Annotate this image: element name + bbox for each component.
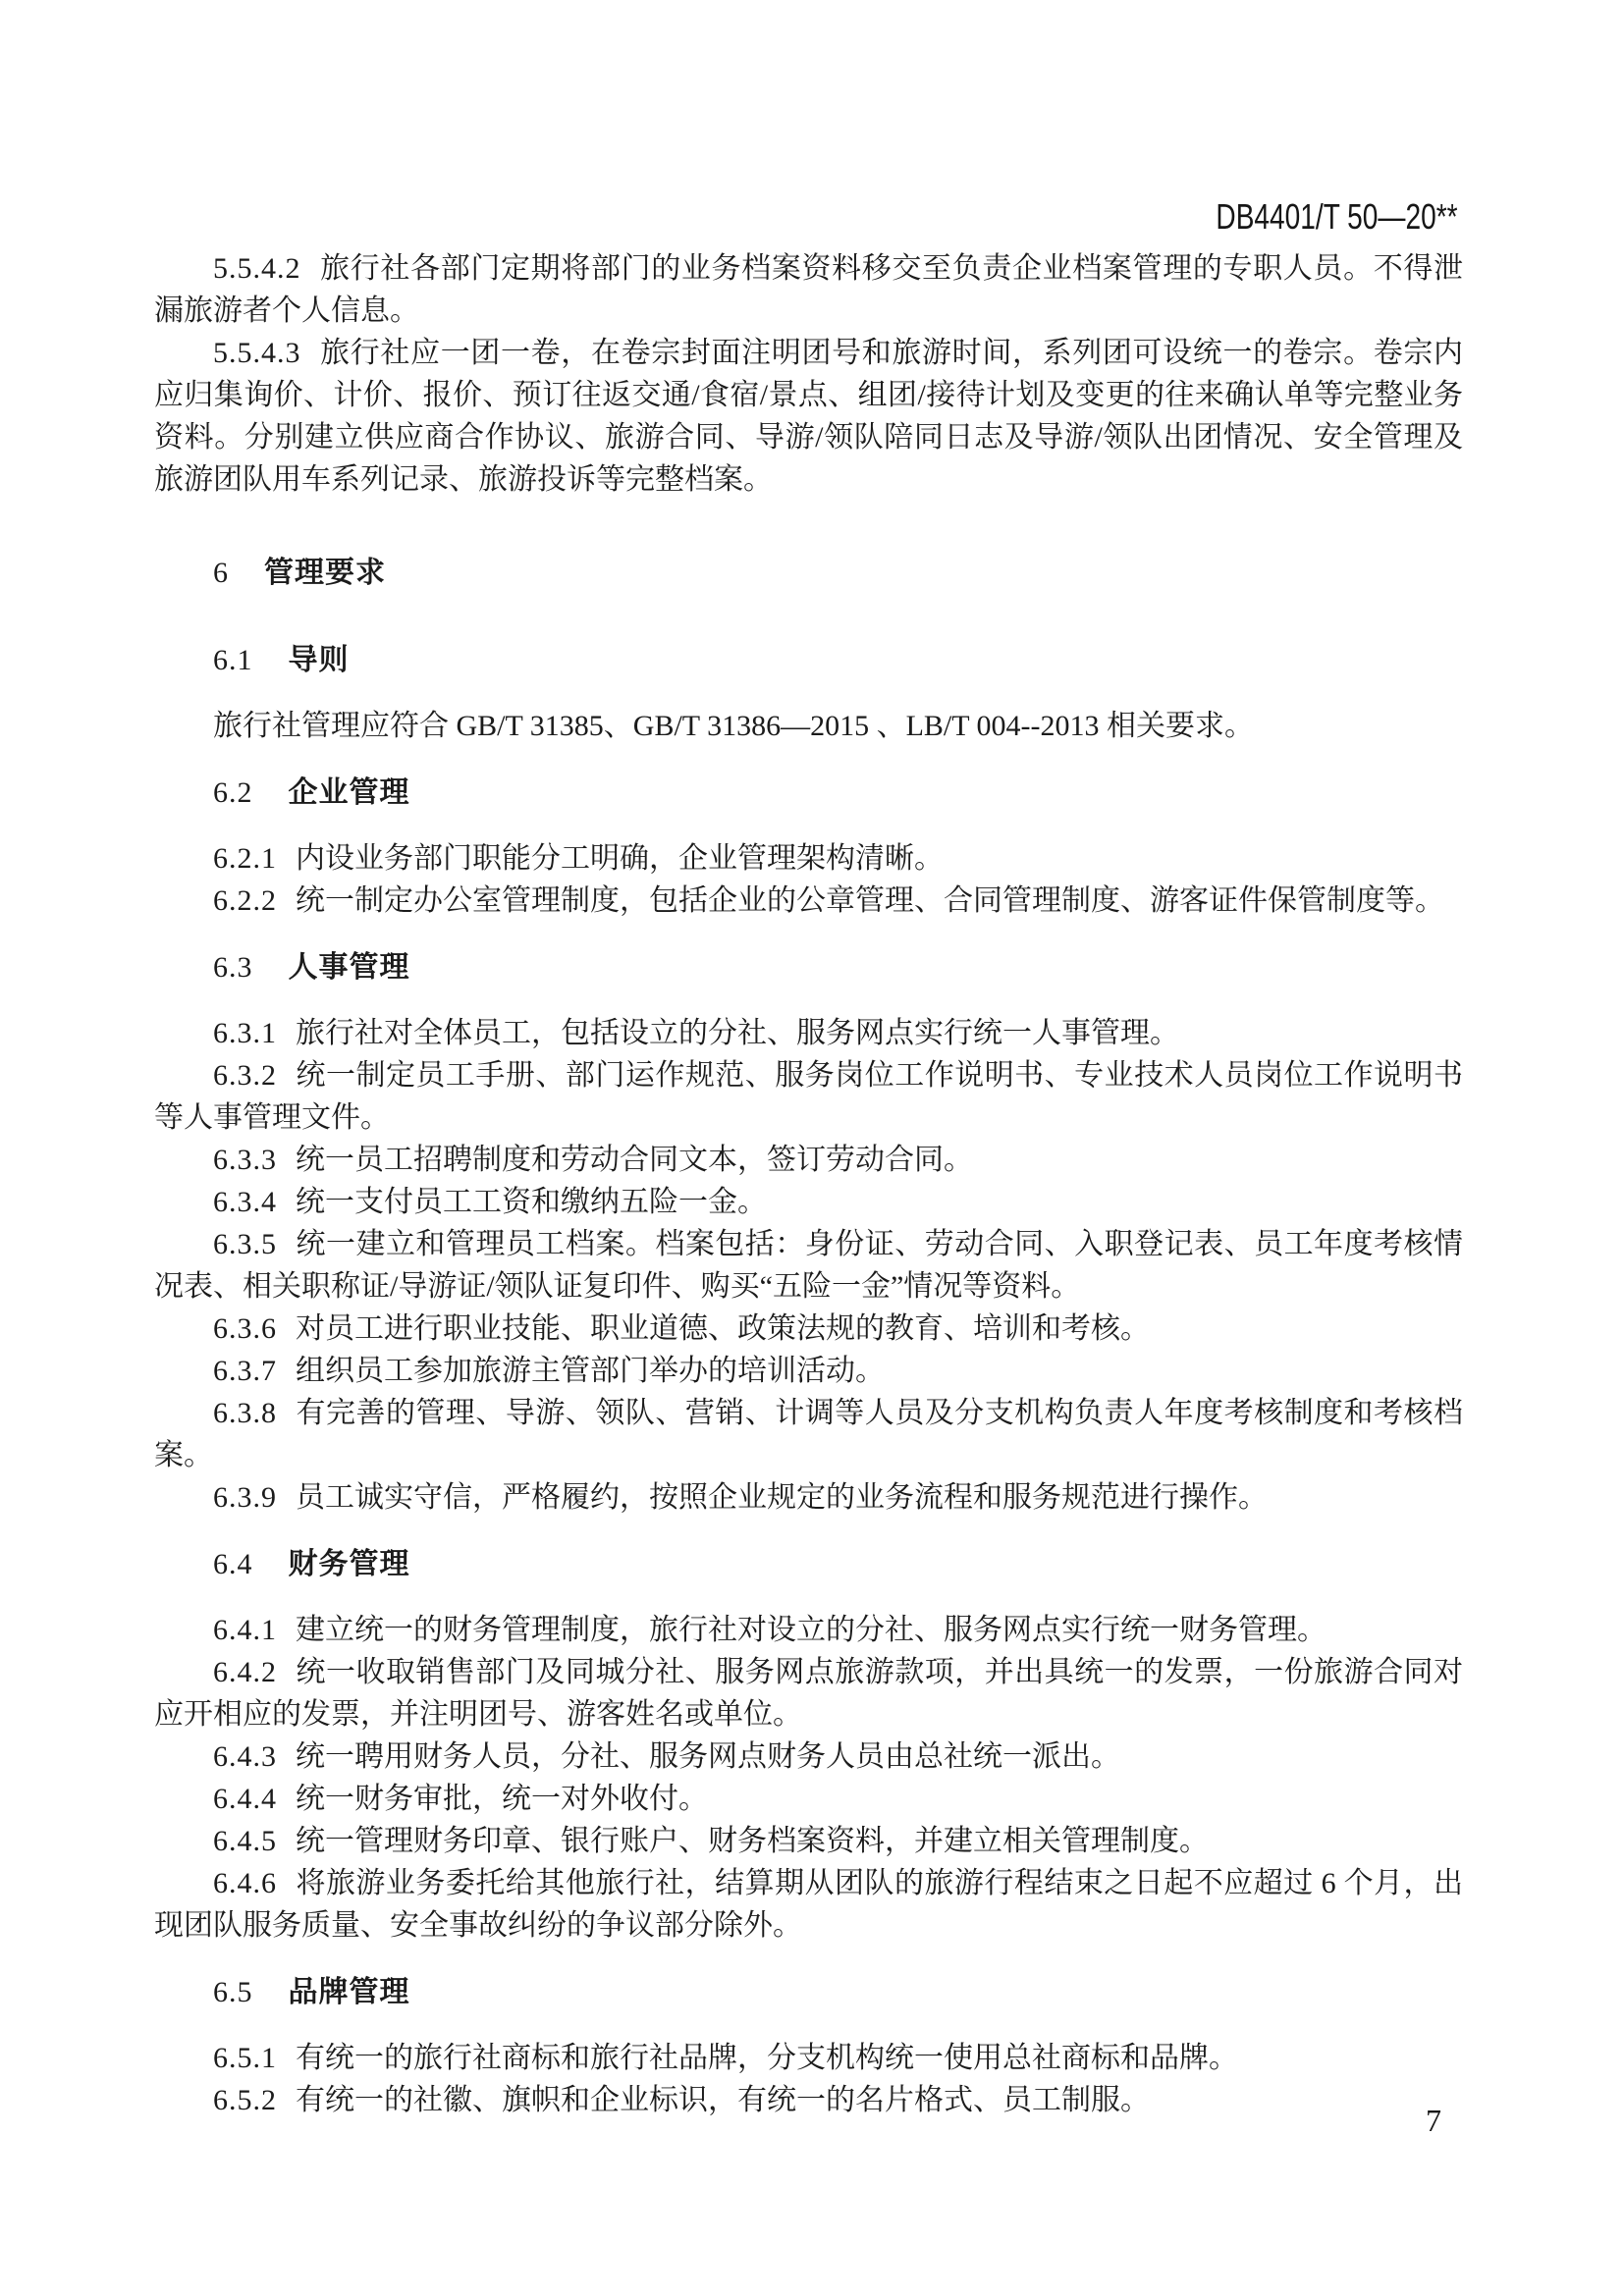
clause-text: 对员工进行职业技能、职业道德、政策法规的教育、培训和考核。 [296,1312,1150,1345]
heading-number: 6.4 [213,1548,253,1580]
clause-text: 旅行社管理应符合 GB/T 31385、GB/T 31386—2015 、LB/T 004--2013 相关要求。 [213,710,1255,742]
clause-number: 6.3.2 [213,1059,277,1092]
subsection-heading [154,946,1463,988]
heading-title: 财务管理 [288,1547,410,1581]
clause-paragraph [154,1820,1463,1862]
clause-paragraph [154,1862,1463,1947]
section-heading [154,552,1463,594]
clause-number: 6.4.3 [213,1740,277,1773]
clause-text: 统一管理财务印章、银行账户、财务档案资料，并建立相关管理制度。 [296,1825,1209,1857]
clause-paragraph [154,2037,1463,2079]
clause-number: 6.4.4 [213,1783,277,1815]
clause-number: 6.3.3 [213,1144,277,1176]
heading-number: 6.5 [213,1976,253,2008]
body-paragraph [154,705,1463,747]
heading-number: 6.3 [213,951,253,984]
clause-text: 有统一的旅行社商标和旅行社品牌，分支机构统一使用总社商标和品牌。 [296,2042,1238,2074]
clause-paragraph [154,1476,1463,1519]
subsection-heading [154,1543,1463,1585]
clause-number: 6.5.2 [213,2084,277,2116]
clause-number: 6.3.1 [213,1017,277,1049]
clause-paragraph [154,1308,1463,1350]
clause-paragraph [154,1651,1463,1735]
standard-number-header: DB4401/T 50—20** [1216,196,1458,237]
clause-text: 统一支付员工工资和缴纳五险一金。 [296,1186,767,1218]
clause-number: 6.2.1 [213,842,277,875]
heading-title: 人事管理 [288,950,410,985]
heading-title: 管理要求 [264,556,386,590]
clause-text: 统一员工招聘制度和劳动合同文本，签订劳动合同。 [296,1144,973,1176]
clause-number: 6.4.1 [213,1614,277,1646]
clause-text: 组织员工参加旅游主管部门举办的培训活动。 [296,1355,885,1387]
clause-number: 6.3.4 [213,1186,277,1218]
clause-number: 5.5.4.2 [213,252,301,285]
clause-paragraph [154,1609,1463,1651]
clause-text: 统一收取销售部门及同城分社、服务网点旅游款项，并出具统一的发票，一份旅游合同对应开相应的发票，并注明团号、游客姓名或单位。 [154,1656,1463,1731]
subsection-heading [154,1971,1463,2013]
clause-number: 6.3.9 [213,1481,277,1514]
heading-number: 6 [213,557,229,589]
clause-number: 6.4.5 [213,1825,277,1857]
clause-text: 将旅游业务委托给其他旅行社，结算期从团队的旅游行程结束之日起不应超过 6 个月，出现团队服务质量、安全事故纠纷的争议部分除外。 [154,1867,1463,1942]
clause-text: 统一财务审批，统一对外收付。 [296,1783,708,1815]
clause-text: 内设业务部门职能分工明确，企业管理架构清晰。 [296,842,944,875]
clause-paragraph [154,247,1463,332]
clause-number: 6.5.1 [213,2042,277,2074]
clause-paragraph [154,1392,1463,1476]
clause-paragraph [154,1778,1463,1820]
clause-text: 统一建立和管理员工档案。档案包括：身份证、劳动合同、入职登记表、员工年度考核情况表、相关职称证/导游证/领队证复印件、购买“五险一金”情况等资料。 [154,1228,1463,1303]
clause-text: 旅行社对全体员工，包括设立的分社、服务网点实行统一人事管理。 [296,1017,1179,1049]
clause-number: 6.2.2 [213,884,277,917]
clause-paragraph [154,1735,1463,1778]
clause-paragraph [154,1223,1463,1308]
clause-text: 旅行社各部门定期将部门的业务档案资料移交至负责企业档案管理的专职人员。不得泄漏旅游者个人信息。 [154,252,1463,327]
clause-number: 6.3.6 [213,1312,277,1345]
clause-text: 统一制定办公室管理制度，包括企业的公章管理、合同管理制度、游客证件保管制度等。 [296,884,1444,917]
clause-paragraph [154,1139,1463,1181]
clause-text: 统一制定员工手册、部门运作规范、服务岗位工作说明书、专业技术人员岗位工作说明书等人事管理文件。 [154,1059,1463,1134]
clause-text: 员工诚实守信，严格履约，按照企业规定的业务流程和服务规范进行操作。 [296,1481,1268,1514]
clause-number: 6.4.2 [213,1656,277,1688]
clause-text: 有完善的管理、导游、领队、营销、计调等人员及分支机构负责人年度考核制度和考核档案。 [154,1397,1463,1471]
clause-text: 建立统一的财务管理制度，旅行社对设立的分社、服务网点实行统一财务管理。 [296,1614,1326,1646]
clause-paragraph [154,1012,1463,1054]
clause-text: 有统一的社徽、旗帜和企业标识，有统一的名片格式、员工制服。 [296,2084,1150,2116]
clause-number: 6.3.5 [213,1228,277,1260]
clause-text: 统一聘用财务人员，分社、服务网点财务人员由总社统一派出。 [296,1740,1120,1773]
page-number: 7 [1426,2103,1441,2138]
clause-paragraph [154,2079,1463,2121]
document-body [154,247,1463,2121]
clause-paragraph [154,1350,1463,1392]
clause-text: 旅行社应一团一卷，在卷宗封面注明团号和旅游时间，系列团可设统一的卷宗。卷宗内应归集询价、计价、报价、预订往返交通/食宿/景点、组团/接待计划及变更的往来确认单等完整业务资料。分别建立供应商合作协议、旅游合同、导游/领队陪同日志及导游/领队出团情况、安全管理及旅游团队用车系列记录、旅游投诉等完整档案。 [154,337,1463,496]
heading-title: 企业管理 [288,775,410,810]
clause-number: 5.5.4.3 [213,337,301,369]
heading-title: 品牌管理 [288,1975,410,2009]
heading-number: 6.1 [213,644,253,676]
clause-paragraph [154,1181,1463,1223]
heading-number: 6.2 [213,776,253,809]
clause-paragraph [154,1054,1463,1139]
clause-number: 6.3.8 [213,1397,277,1429]
clause-paragraph [154,332,1463,501]
clause-paragraph [154,837,1463,880]
subsection-heading [154,639,1463,681]
clause-number: 6.3.7 [213,1355,277,1387]
clause-number: 6.4.6 [213,1867,277,1899]
heading-title: 导则 [288,643,350,677]
subsection-heading [154,772,1463,814]
clause-paragraph [154,880,1463,922]
